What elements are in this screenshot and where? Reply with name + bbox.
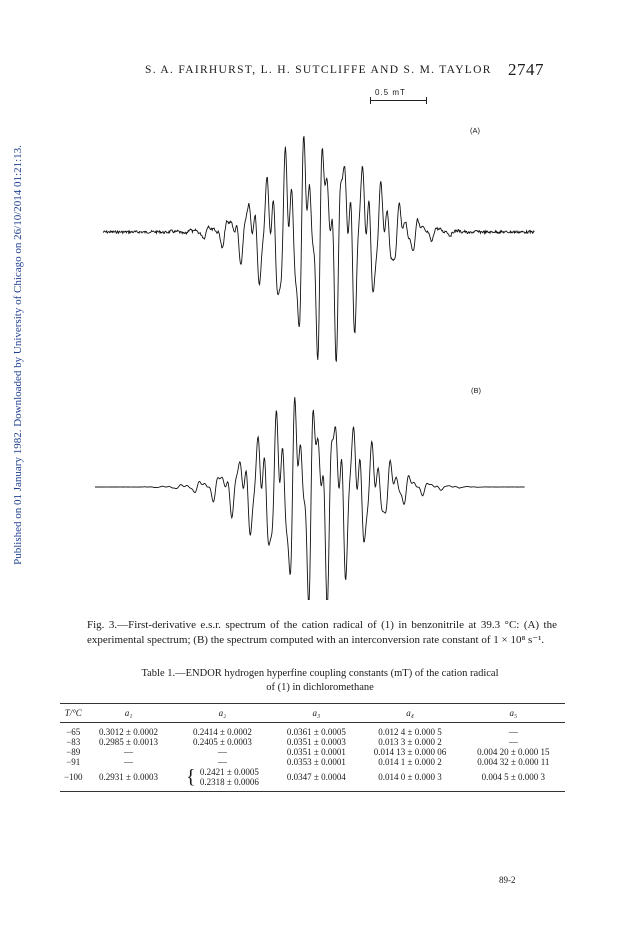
cell: 0.2405 ± 0.0003 xyxy=(192,737,252,747)
cell: 0.014 0 ± 0.000 3 xyxy=(358,767,461,792)
cell: 0.0351 ± 0.0001 xyxy=(286,747,346,757)
cell: −65 xyxy=(66,727,81,737)
a2-top-value: 0.2421 ± 0.0005 xyxy=(199,767,259,777)
table-row xyxy=(60,747,565,757)
cell: 0.013 3 ± 0.000 2 xyxy=(378,737,442,747)
panel-label-a: (A) xyxy=(470,126,480,135)
cell: 0.004 20 ± 0.000 15 xyxy=(477,747,550,757)
cell: 0.0351 ± 0.0003 xyxy=(286,737,346,747)
split-values xyxy=(200,767,259,787)
table-title xyxy=(80,667,560,695)
cell: — xyxy=(217,747,227,757)
table-row xyxy=(60,757,565,767)
cell xyxy=(171,767,275,792)
cell: 0.0347 ± 0.0004 xyxy=(274,767,358,792)
footer-code: 89-2 xyxy=(499,875,516,885)
table-title-line-1: Table 1.—ENDOR hydrogen hyperfine coupling constants (mT) of the cation radical xyxy=(141,668,499,679)
table-header-row xyxy=(60,704,565,723)
cell: −100 xyxy=(60,767,86,792)
figure-caption: Fig. 3.—First-derivative e.s.r. spectrum of the cation radical of (1) in benzonitrile at 39.3 °C: (A) the experimental spectrum; (B) the spectrum computed with an interconversion rate constant of 1 × 10⁸ s⁻¹. xyxy=(87,619,557,646)
header-a1: a₁ xyxy=(86,704,170,723)
a2-bottom-value: 0.2318 ± 0.0006 xyxy=(199,777,259,787)
cell: 0.004 32 ± 0.000 11 xyxy=(477,757,550,767)
table-title-line-2: of (1) in dichloromethane xyxy=(266,682,374,693)
table-row xyxy=(60,767,565,792)
computed-spectrum-trace xyxy=(95,397,525,600)
running-head: S. A. FAIRHURST, L. H. SUTCLIFFE AND S. M. TAYLOR xyxy=(145,64,492,76)
page-number: 2747 xyxy=(508,60,544,79)
cell: 0.014 1 ± 0.000 2 xyxy=(378,757,442,767)
header-temperature: T/°C xyxy=(60,704,86,723)
cell: — xyxy=(508,737,518,747)
experimental-spectrum-trace xyxy=(103,136,534,361)
header-a5: a₅ xyxy=(462,704,565,723)
cell: — xyxy=(217,757,227,767)
cell: — xyxy=(124,747,133,757)
download-notice-text: Published on 01 January 1982. Downloaded by University of Chicago on 26/10/2014 01:21:13. xyxy=(12,145,24,565)
cell: −91 xyxy=(66,757,81,767)
scale-bar-label: 0.5 mT xyxy=(375,88,406,97)
cell: −89 xyxy=(66,747,81,757)
panel-label-b: (B) xyxy=(471,386,481,395)
cell: — xyxy=(124,757,133,767)
cell: 0.0353 ± 0.0001 xyxy=(286,757,346,767)
cell: −83 xyxy=(66,737,81,747)
coupling-constants-table xyxy=(60,703,565,792)
table-row xyxy=(60,723,565,738)
cell: — xyxy=(508,727,518,737)
cell: 0.2931 ± 0.0003 xyxy=(86,767,170,792)
cell: 0.004 5 ± 0.000 3 xyxy=(462,767,565,792)
cell: 0.2985 ± 0.0013 xyxy=(99,737,158,747)
cell: 0.012 4 ± 0.000 5 xyxy=(378,727,442,737)
cell: 0.2414 ± 0.0002 xyxy=(192,727,252,737)
header-a4: a₄ xyxy=(358,704,461,723)
header-a3: a₃ xyxy=(274,704,358,723)
brace-glyph: { xyxy=(186,766,196,788)
table-row xyxy=(60,737,565,747)
cell: 0.0361 ± 0.0005 xyxy=(286,727,346,737)
cell: 0.014 13 ± 0.000 06 xyxy=(373,747,447,757)
cell: 0.3012 ± 0.0002 xyxy=(99,727,158,737)
header-a2: a₂ xyxy=(171,704,275,723)
